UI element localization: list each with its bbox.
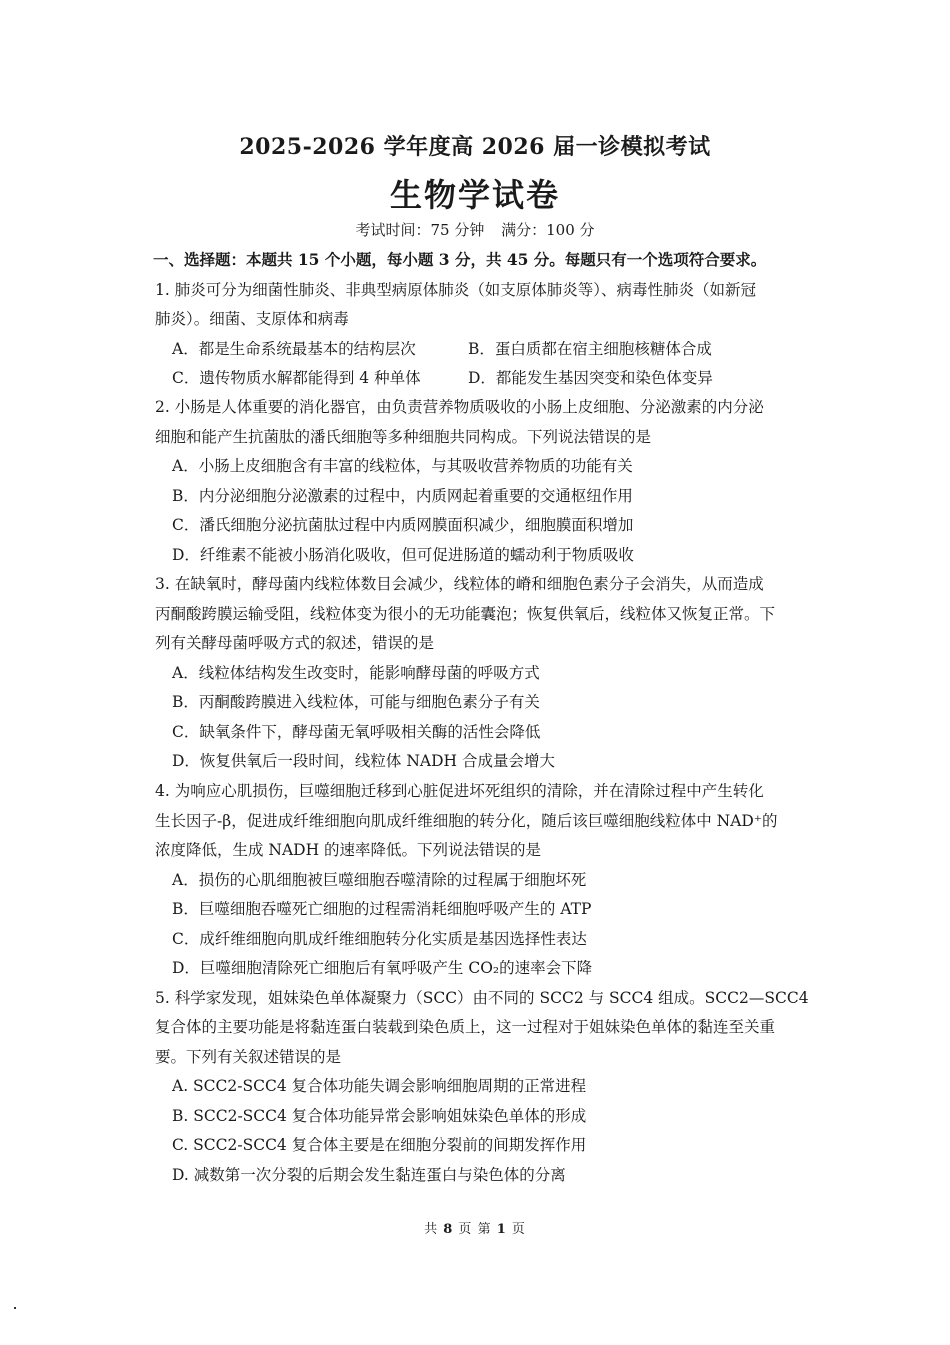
question-2-option-d: D．纤维素不能被小肠消化吸收，但可促进肠道的蠕动利于物质吸收 xyxy=(172,546,634,564)
question-2-stem-line-2: 细胞和能产生抗菌肽的潘氏细胞等多种细胞共同构成。下列说法错误的是 xyxy=(155,428,652,446)
question-3-stem-line-1: 3. 在缺氧时，酵母菌内线粒体数目会减少，线粒体的嵴和细胞色素分子会消失，从而造成 xyxy=(155,575,764,593)
footer-current-page: 1 xyxy=(496,1222,507,1237)
question-5-option-c: C. SCC2-SCC4 复合体主要是在细胞分裂前的间期发挥作用 xyxy=(172,1136,587,1154)
question-2-option-c: C．潘氏细胞分泌抗菌肽过程中内质网膜面积减少，细胞膜面积增加 xyxy=(172,516,634,534)
question-4-option-a: A．损伤的心肌细胞被巨噬细胞吞噬清除的过程属于细胞坏死 xyxy=(172,871,587,889)
question-5-stem-line-1: 5. 科学家发现，姐妹染色单体凝聚力（SCC）由不同的 SCC2 与 SCC4 组成。SCC2—SCC4 xyxy=(155,989,809,1007)
question-1-option-d: D．都能发生基因突变和染色体变异 xyxy=(468,369,713,387)
footer-page-word: 页 xyxy=(458,1222,473,1237)
scan-speck xyxy=(14,1307,16,1309)
question-2-option-a: A．小肠上皮细胞含有丰富的线粒体，与其吸收营养物质的功能有关 xyxy=(172,457,633,475)
full-score: 满分：100 分 xyxy=(501,221,595,239)
question-3-option-a: A．线粒体结构发生改变时，能影响酵母菌的呼吸方式 xyxy=(172,664,540,682)
question-5-stem-line-3: 要。下列有关叙述错误的是 xyxy=(155,1048,342,1066)
exam-time: 考试时间：75 分钟 xyxy=(355,221,485,239)
footer-current-prefix: 第 xyxy=(477,1222,492,1237)
section-heading: 一、选择题：本题共 15 个小题，每小题 3 分，共 45 分。每题只有一个选项符合要求。 xyxy=(153,250,767,269)
question-4-option-b: B．巨噬细胞吞噬死亡细胞的过程需消耗细胞呼吸产生的 ATP xyxy=(172,900,592,918)
subject-title: 生物学试卷 xyxy=(389,176,560,214)
question-3-option-c: C．缺氧条件下，酵母菌无氧呼吸相关酶的活性会降低 xyxy=(172,723,541,741)
question-4-option-c: C．成纤维细胞向肌成纤维细胞转分化实质是基因选择性表达 xyxy=(172,930,587,948)
question-3-stem-line-3: 列有关酵母菌呼吸方式的叙述，错误的是 xyxy=(155,634,435,652)
question-5-stem-line-2: 复合体的主要功能是将黏连蛋白装载到染色质上，这一过程对于姐妹染色单体的黏连至关重 xyxy=(155,1018,776,1036)
question-4-option-d: D．巨噬细胞清除死亡细胞后有氧呼吸产生 CO₂的速率会下降 xyxy=(172,959,593,977)
footer-total-pages: 8 xyxy=(443,1222,454,1237)
question-2-stem-line-1: 2. 小肠是人体重要的消化器官，由负责营养物质吸收的小肠上皮细胞、分泌激素的内分泌 xyxy=(155,398,764,416)
exam-meta xyxy=(0,219,950,240)
footer-total-prefix: 共 xyxy=(424,1222,439,1237)
question-5-option-d: D. 减数第一次分裂的后期会发生黏连蛋白与染色体的分离 xyxy=(172,1166,566,1184)
question-1-stem-line-1: 1. 肺炎可分为细菌性肺炎、非典型病原体肺炎（如支原体肺炎等）、病毒性肺炎（如新冠 xyxy=(155,281,756,299)
question-4-stem-line-1: 4. 为响应心肌损伤，巨噬细胞迁移到心脏促进坏死组织的清除，并在清除过程中产生转化 xyxy=(155,782,764,800)
question-1-option-c: C．遗传物质水解都能得到 4 种单体 xyxy=(172,369,421,387)
question-1-stem-line-2: 肺炎）。细菌、支原体和病毒 xyxy=(155,310,349,328)
question-5-option-b: B. SCC2-SCC4 复合体功能异常会影响姐妹染色单体的形成 xyxy=(172,1107,587,1125)
question-3-option-b: B．丙酮酸跨膜进入线粒体，可能与细胞色素分子有关 xyxy=(172,693,540,711)
question-3-stem-line-2: 丙酮酸跨膜运输受阻，线粒体变为很小的无功能囊泡；恢复供氧后，线粒体又恢复正常。下 xyxy=(155,605,776,623)
page-footer xyxy=(0,1218,950,1237)
question-5-option-a: A. SCC2-SCC4 复合体功能失调会影响细胞周期的正常进程 xyxy=(172,1077,587,1095)
question-1-option-a: A．都是生命系统最基本的结构层次 xyxy=(172,340,416,358)
footer-current-suffix: 页 xyxy=(511,1222,526,1237)
question-4-stem-line-3: 浓度降低，生成 NADH 的速率降低。下列说法错误的是 xyxy=(155,841,542,859)
question-2-option-b: B．内分泌细胞分泌激素的过程中，内质网起着重要的交通枢纽作用 xyxy=(172,487,633,505)
question-4-stem-line-2: 生长因子-β，促进成纤维细胞向肌成纤维细胞的转分化，随后该巨噬细胞线粒体中 NAD⁺的 xyxy=(155,812,778,830)
exam-title: 2025-2026 学年度高 2026 届一诊模拟考试 xyxy=(239,134,711,160)
question-1-option-b: B．蛋白质都在宿主细胞核糖体合成 xyxy=(468,340,712,358)
question-3-option-d: D．恢复供氧后一段时间，线粒体 NADH 合成量会增大 xyxy=(172,752,555,770)
